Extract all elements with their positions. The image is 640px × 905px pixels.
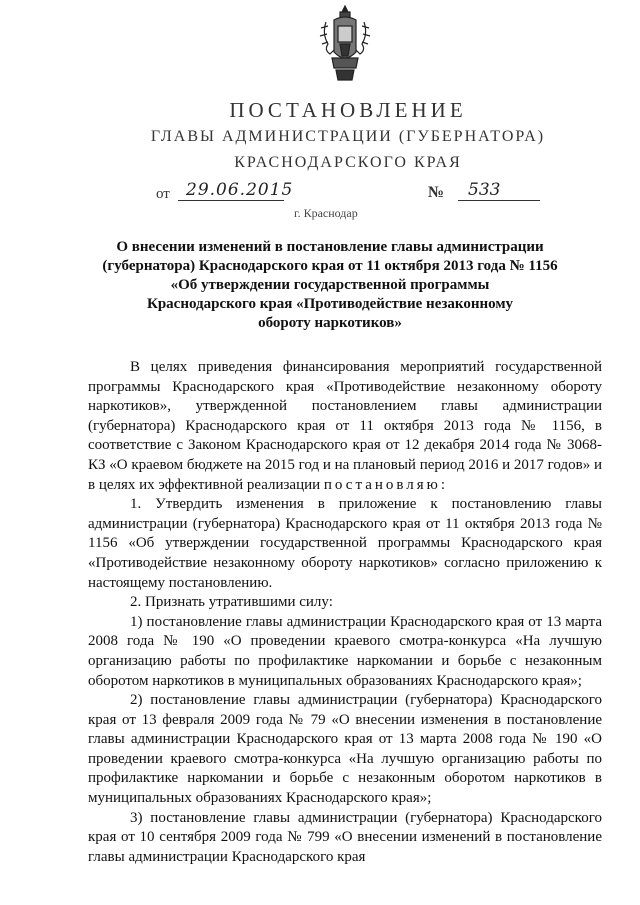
subitem-3-paragraph: 3) постановление главы администрации (губернатора) Краснодарского края от 10 сентября 2009 года № 799 «О внесении изменений в постановление главы администрации Краснодарского края	[88, 809, 602, 865]
date-underline	[178, 200, 284, 201]
document-number: 533	[468, 180, 501, 200]
title-line: О внесении изменений в постановление главы администрации	[116, 239, 544, 255]
document-type-heading: ПОСТАНОВЛЕНИЕ	[229, 98, 467, 122]
preamble-paragraph	[88, 358, 602, 495]
title-line: (губернатора) Краснодарского края от 11 октября 2013 года № 1156	[102, 258, 558, 274]
date-label: от	[156, 186, 170, 202]
preamble-text: В целях приведения финансирования мероприятий государственной программы Краснодарского края «Противодействие незаконному обороту наркотиков», утвержденной постановлением главы администрации (губернатора) Краснодарского края от 11 октября 2013 года № 1156, в соответствие с Законом Краснодарского края от 12 декабря 2014 года № 3068-КЗ «О краевом бюджете на 2015 год и на плановый период 2016 и 2017 годов» и в целях их эффективной реализации	[88, 359, 602, 493]
region-heading: КРАСНОДАРСКОГО КРАЯ	[234, 154, 462, 171]
title-line: Краснодарского края «Противодействие незаконному	[146, 296, 514, 312]
title-line: обороту наркотиков»	[258, 315, 402, 331]
item-1-paragraph: 1. Утвердить изменения в приложение к постановлению главы администрации (губернатора) Краснодарского края от 11 октября 2013 года № 1156 «Об утверждении государственной программы Краснодарского края «Противодействие незаконному обороту наркотиков» согласно приложению к настоящему постановлению.	[88, 496, 602, 591]
number-underline	[458, 200, 540, 201]
coat-of-arms-emblem	[318, 4, 372, 84]
resolve-word: постановляю:	[323, 476, 449, 493]
document-date: 29.06.2015	[186, 180, 294, 200]
subitem-2-paragraph: 2) постановление главы администрации (губернатора) Краснодарского края от 13 февраля 2009 года № 79 «О внесении изменения в постановление главы администрации Краснодарского края от 13 марта 2008 года № 190 «О проведении краевого смотра-конкурса «На лучшую организацию работы по профилактике наркомании и борьбе с незаконным оборотом наркотиков в муниципальных образованиях Краснодарского края»;	[88, 692, 602, 807]
subitem-1-paragraph: 1) постановление главы администрации Краснодарского края от 13 марта 2008 года № 190 «О проведении краевого смотра-конкурса «На лучшую организацию работы по профилактике наркомании и борьбе с незаконным оборотом наркотиков в муниципальных образованиях Краснодарского края»;	[88, 613, 602, 689]
number-label: №	[428, 184, 445, 201]
city-label: г. Краснодар	[294, 206, 358, 220]
item-2-paragraph: 2. Признать утратившими силу:	[130, 594, 333, 611]
document-title	[90, 238, 570, 333]
document-body	[88, 358, 602, 867]
issuer-heading: ГЛАВЫ АДМИНИСТРАЦИИ (ГУБЕРНАТОРА)	[150, 128, 546, 145]
title-line: «Об утверждении государственной программы	[170, 277, 490, 293]
